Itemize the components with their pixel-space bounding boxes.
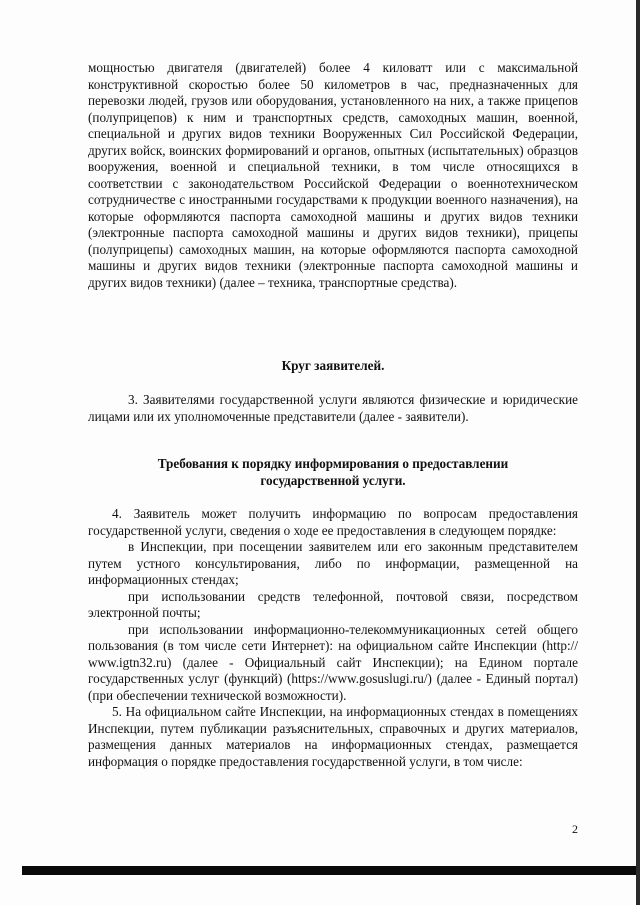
page-number: 2: [572, 822, 578, 836]
section-heading-applicants: Круг заявителей.: [281, 358, 385, 373]
section-heading-requirements: [88, 456, 578, 489]
heading-line-2: государственной услуги.: [260, 472, 406, 488]
scan-edge-right: [636, 0, 640, 905]
paragraph-4-block: [88, 506, 578, 770]
paragraph-3-text: 3. Заявителями государственной услуги являются физические и юридические лицами или их уполномоченные представители (далее - заявители).: [88, 392, 578, 424]
paragraph-5-text: 5. На официальном сайте Инспекции, на информационных стендах в помещениях Инспекции, путем публикации разъяснительных, справочных и других материалов, размещения данных материалов на информационных стендах, размещается информация о порядке предоставления государственной услуги, в том числе:: [88, 704, 578, 769]
intro-text: мощностью двигателя (двигателей) более 4 киловатт или с максимальной конструктивной скоростью более 50 километров в час, предназначенных для перевозки людей, грузов или оборудования, установленного на них, а также прицепов (полуприцепов) к ним и транспортных средств, самоходных машин, военной, специальной и других видов техники Вооруженных Сил Российской Федерации, других войск, воинских формирований и органов, опытных (испытательных) образцов вооружения, военной и специальной техники, в том числе относящихся в соответствии с законодательством Российской Федерации о военнотехническом сотрудничестве с иностранными государствами к продукции военного назначения), на которые оформляются паспорта самоходной машины и других видов техники (электронные паспорта самоходной машины и других видов техники), прицепы (полуприцепы) самоходных машин, на которые оформляются паспорта самоходной машины и других видов техники (электронные паспорта самоходной машины и других видов техники) (далее – техника, транспортные средства).: [88, 60, 578, 290]
paragraph-4-text: 4. Заявитель может получить информацию по вопросам предоставления государственной услуги, сведения о ходе ее предоставления в следующем порядке:: [88, 506, 578, 538]
paragraph-4a-text: в Инспекции, при посещении заявителем или его законным представителем путем устного консультирования, либо по информации, размещенной на информационных стендах;: [88, 539, 578, 587]
scan-edge-bottom: [22, 866, 636, 875]
paragraph-4b-text: при использовании средств телефонной, почтовой связи, посредством электронной почты;: [88, 588, 578, 620]
paragraph-4c-text: при использовании информационно-телекоммуникационных сетей общего пользования (в том числе сети Интернет): на официальном сайте Инспекции (http:// www.igtn32.ru) (далее - Официальный сайт Инспекции); на Едином портале государственных услуг (функций) (https://www.gosuslugi.ru/) (далее - Единый портал) (при обеспечении технической возможности).: [88, 621, 578, 703]
heading-line-1: Требования к порядку информирования о предоставлении: [157, 456, 509, 471]
intro-paragraph: [88, 60, 578, 291]
paragraph-3: [88, 392, 578, 425]
